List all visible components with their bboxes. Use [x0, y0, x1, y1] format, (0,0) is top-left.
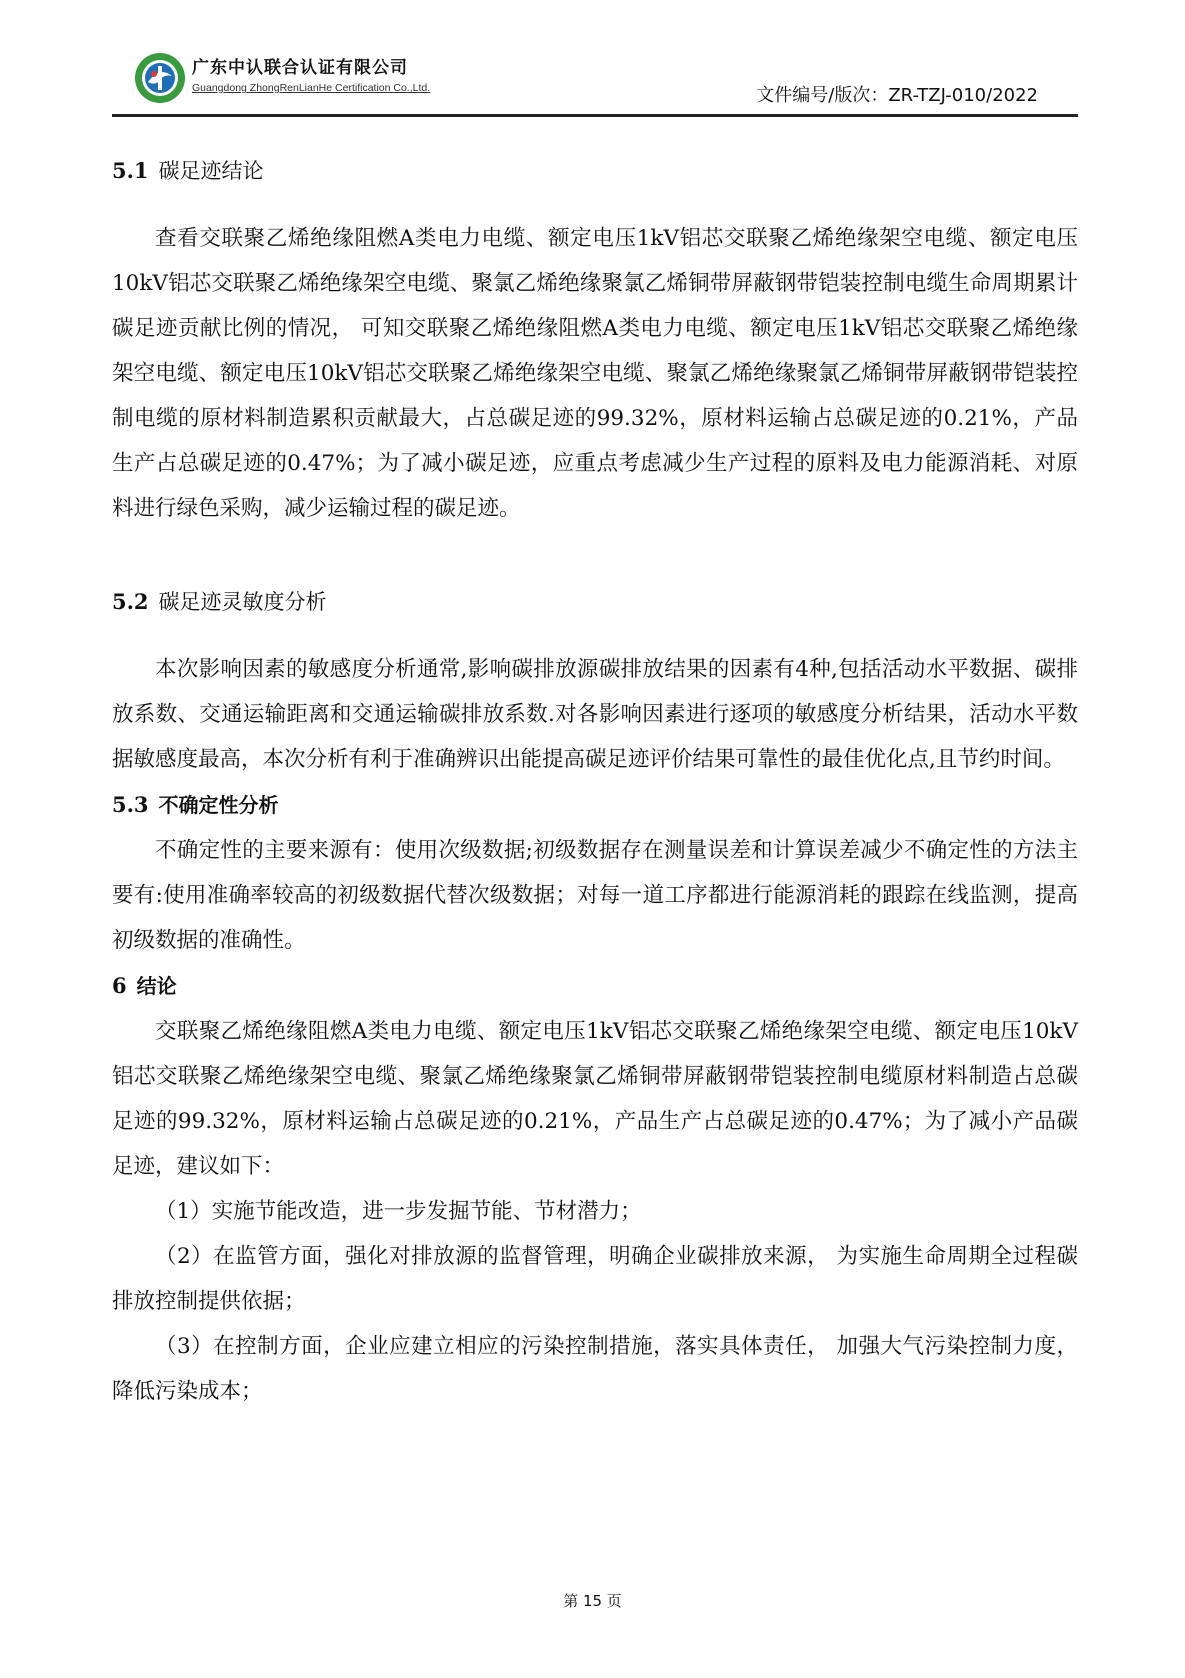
page-number: 第 15 页 — [563, 1592, 622, 1610]
page-content — [112, 148, 1078, 1414]
section-5-2-paragraph: 本次影响因素的敏感度分析通常,影响碳排放源碳排放结果的因素有4种,包括活动水平数据、碳排放系数、交通运输距离和交通运输碳排放系数.对各影响因素进行逐项的敏感度分析结果，活动水平数据敏感度最高，本次分析有利于准确辨识出能提高碳足迹评价结果可靠性的最佳优化点,且节约时间。 — [112, 657, 1078, 772]
section-number: 5.2 — [112, 589, 149, 614]
section-6-paragraph: 交联聚乙烯绝缘阻燃A类电力电缆、额定电压1kV铝芯交联聚乙烯绝缘架空电缆、额定电压10kV铝芯交联聚乙烯绝缘架空电缆、聚氯乙烯绝缘聚氯乙烯铜带屏蔽钢带铠装控制电缆原材料制造占总碳足迹的99.32%，原材料运输占总碳足迹的0.21%，产品生产占总碳足迹的0.47%；为了减小产品碳足迹，建议如下： — [112, 1019, 1078, 1179]
section-5-2-heading — [112, 579, 1078, 625]
section-5-1-paragraph: 查看交联聚乙烯绝缘阻燃A类电力电缆、额定电压1kV铝芯交联聚乙烯绝缘架空电缆、额定电压10kV铝芯交联聚乙烯绝缘架空电缆、聚氯乙烯绝缘聚氯乙烯铜带屏蔽钢带铠装控制电缆生命周期累计碳足迹贡献比例的情况， 可知交联聚乙烯绝缘阻燃A类电力电缆、额定电压1kV铝芯交联聚乙烯绝缘架空电缆、额定电压10kV铝芯交联聚乙烯绝缘架空电缆、聚氯乙烯绝缘聚氯乙烯铜带屏蔽钢带铠装控制电缆的原材料制造累积贡献最大，占总碳足迹的99.32%，原材料运输占总碳足迹的0.21%，产品生产占总碳足迹的0.47%；为了减小碳足迹，应重点考虑减少生产过程的原料及电力能源消耗、对原料进行绿色采购，减少运输过程的碳足迹。 — [112, 226, 1078, 521]
section-title: 结论 — [136, 974, 177, 998]
section-5-3-heading — [112, 782, 1078, 828]
section-5-1-heading — [112, 148, 1078, 194]
company-logo-icon — [134, 52, 186, 104]
company-name-cn: 广东中认联合认证有限公司 — [192, 58, 408, 78]
company-name — [192, 53, 430, 94]
section-title: 不确定性分析 — [158, 793, 279, 817]
section-5-3-paragraph: 不确定性的主要来源有：使用次级数据;初级数据存在测量误差和计算误差减少不确定性的方法主要有:使用准确率较高的初级数据代替次级数据；对每一道工序都进行能源消耗的跟踪在线监测，提高初级数据的准确性。 — [112, 838, 1078, 953]
section-number: 5.3 — [112, 792, 149, 817]
page-header — [112, 44, 1078, 117]
document-number: 文件编号/版次：ZR-TZJ-010/2022 — [756, 85, 1038, 106]
recommendation-item: （3）在控制方面，企业应建立相应的污染控制措施，落实具体责任， 加强大气污染控制力度，降低污染成本； — [112, 1334, 1078, 1404]
company-name-en: Guangdong ZhongRenLianHe Certification Co.,Ltd. — [192, 82, 431, 94]
recommendation-item: （1）实施节能改造，进一步发掘节能、节材潜力； — [155, 1199, 642, 1224]
recommendation-item: （2）在监管方面，强化对排放源的监督管理，明确企业碳排放来源， 为实施生命周期全过程碳排放控制提供依据； — [112, 1244, 1078, 1314]
section-number: 5.1 — [112, 158, 149, 183]
section-number: 6 — [112, 973, 127, 998]
section-title: 碳足迹结论 — [158, 159, 264, 183]
section-title: 碳足迹灵敏度分析 — [158, 590, 327, 614]
section-6-heading — [112, 963, 1078, 1009]
